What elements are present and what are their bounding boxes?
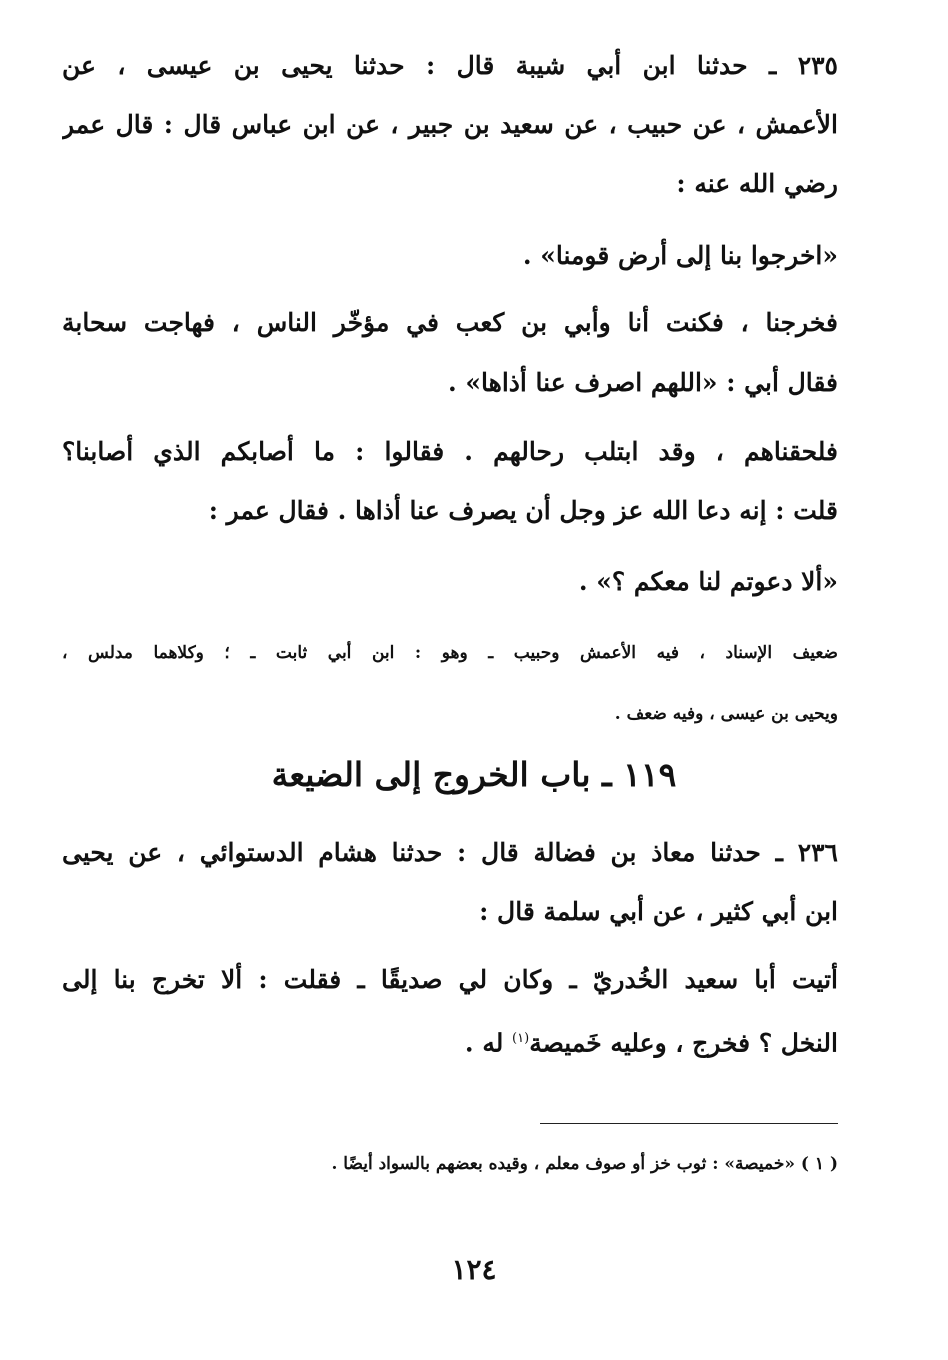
footnote-reference: (١) — [512, 1031, 530, 1046]
hadith-235-line-6: فلحقناهم ، وقد ابتلب رحالهم . فقالوا : ما أصابكم الذي أصابنا؟ — [62, 437, 838, 466]
hadith-236-line-4 — [62, 1019, 838, 1063]
hadith-236-line-3: أتيت أبا سعيد الخُدريّ ـ وكان لي صديقًا ـ فقلت : ألا تخرج بنا إلى — [62, 965, 838, 994]
hadith-236-line-4-text: النخل ؟ فخرج ، وعليه خَميصة — [529, 1028, 838, 1058]
grade-label: ضعيف الإسناد — [725, 643, 838, 663]
footnote: ( ١ ) «خميصة» : ثوب خز أو صوف معلم ، وقيده بعضهم بالسواد أيضًا . — [331, 1154, 838, 1174]
hadith-236-line-4-end: له . — [464, 1028, 513, 1058]
hadith-235-line-1: ٢٣٥ ـ حدثنا ابن أبي شيبة قال : حدثنا يحيى بن عيسى ، عن — [62, 51, 838, 80]
page-number: ١٢٤ — [451, 1253, 497, 1286]
hadith-235-line-2: الأعمش ، عن حبيب ، عن سعيد بن جبير ، عن ابن عباس قال : قال عمر — [62, 110, 838, 139]
hadith-235-grade-line-1 — [62, 638, 838, 668]
chapter-heading: ١١٩ ـ باب الخروج إلى الضيعة — [271, 755, 677, 794]
hadith-235-quote-2: «ألا دعوتم لنا معكم ؟» . — [578, 567, 838, 596]
hadith-236-line-1: ٢٣٦ ـ حدثنا معاذ بن فضالة قال : حدثنا هشام الدستوائي ، عن يحيى — [62, 838, 838, 867]
hadith-235-line-7: قلت : إنه دعا الله عز وجل أن يصرف عنا أذاها . فقال عمر : — [208, 496, 838, 525]
grade-text: ، فيه الأعمش وحبيب ـ وهو : ابن أبي ثابت ـ ؛ وكلاهما مدلس ، — [62, 643, 705, 663]
hadith-236-line-2: ابن أبي كثير ، عن أبي سلمة قال : — [479, 897, 838, 926]
hadith-235-line-4: فخرجنا ، فكنت أنا وأبي بن كعب في مؤخّر الناس ، فهاجت سحابة — [62, 308, 838, 337]
hadith-235-line-3: رضي الله عنه : — [676, 169, 838, 198]
hadith-235-quote-1: «اخرجوا بنا إلى أرض قومنا» . — [522, 241, 838, 270]
hadith-235-grade-line-2: ويحيى بن عيسى ، وفيه ضعف . — [614, 704, 838, 724]
hadith-235-line-5: فقال أبي : «اللهم اصرف عنا أذاها» . — [447, 368, 838, 397]
footnote-separator — [540, 1123, 838, 1124]
